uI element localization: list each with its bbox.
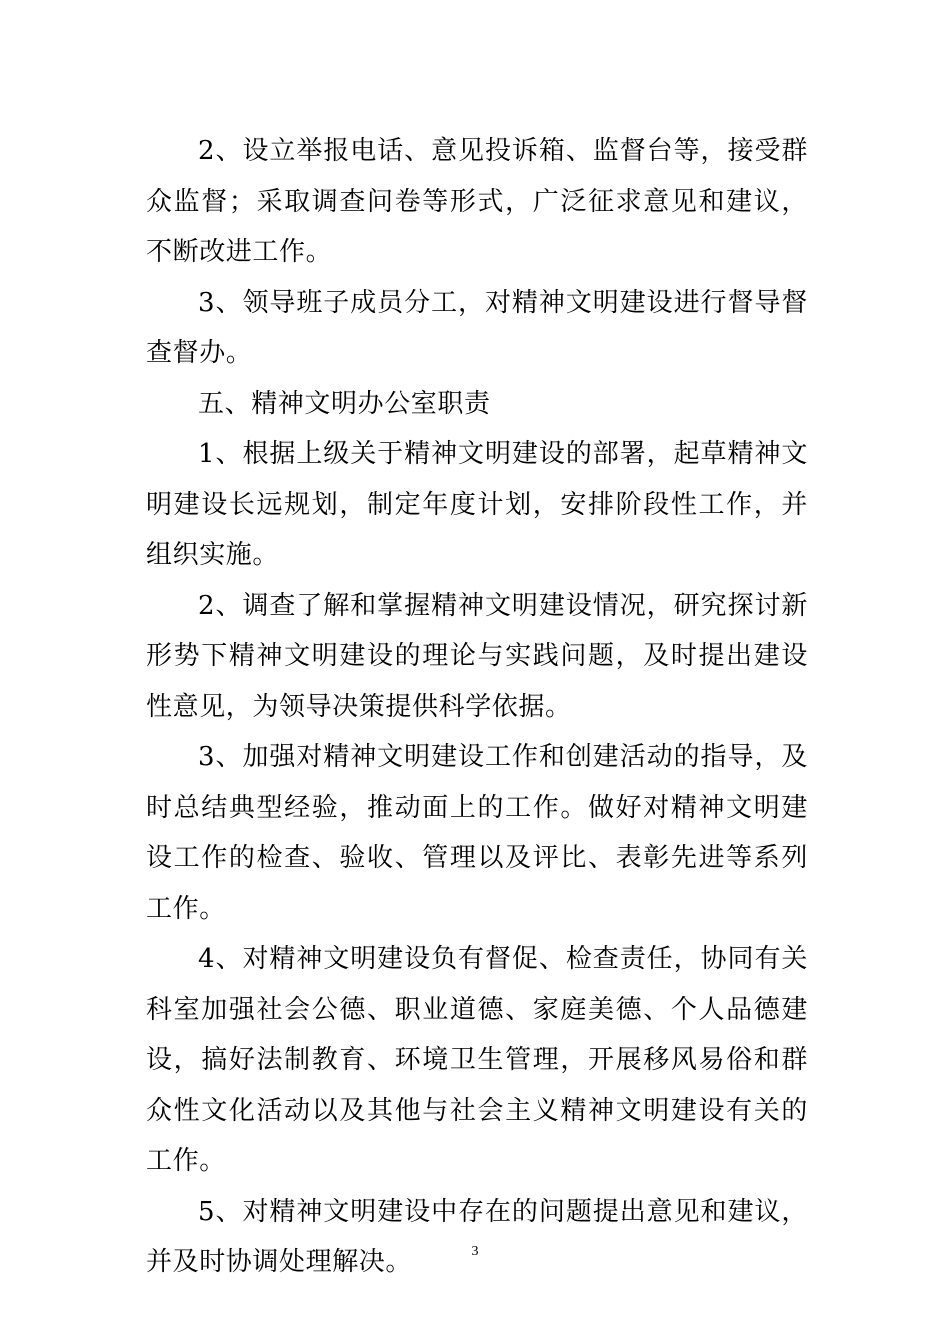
- paragraph-duty-5: 5、对精神文明建设中存在的问题提出意见和建议，并及时协调处理解决。: [146, 1196, 808, 1277]
- paragraph-leadership-division: 3、领导班子成员分工，对精神文明建设进行督导督查督办。: [146, 287, 808, 368]
- paragraph-duty-2: 2、调查了解和掌握精神文明建设情况，研究探讨新形势下精神文明建设的理论与实践问题，及时提出建设性意见，为领导决策提供科学依据。: [146, 590, 808, 722]
- paragraph-duty-4: 4、对精神文明建设负有督促、检查责任，协同有关科室加强社会公德、职业道德、家庭美德、个人品德建设，搞好法制教育、环境卫生管理，开展移风易俗和群众性文化活动以及其他与社会主义精神文明建设有关的工作。: [146, 944, 808, 1176]
- paragraph-duty-3: 3、加强对精神文明建设工作和创建活动的指导，及时总结典型经验，推动面上的工作。做好对精神文明建设工作的检查、验收、管理以及评比、表彰先进等系列工作。: [146, 742, 808, 924]
- paragraph-duty-1: 1、根据上级关于精神文明建设的部署，起草精神文明建设长远规划，制定年度计划，安排阶段性工作，并组织实施。: [146, 439, 808, 570]
- document-body: [146, 126, 808, 1288]
- paragraph-supervision: 2、设立举报电话、意见投诉箱、监督台等，接受群众监督；采取调查问卷等形式，广泛征求意见和建议，不断改进工作。: [146, 136, 808, 267]
- section-heading-office-duties: 五、精神文明办公室职责: [198, 388, 491, 419]
- page-number: 3: [471, 1244, 479, 1259]
